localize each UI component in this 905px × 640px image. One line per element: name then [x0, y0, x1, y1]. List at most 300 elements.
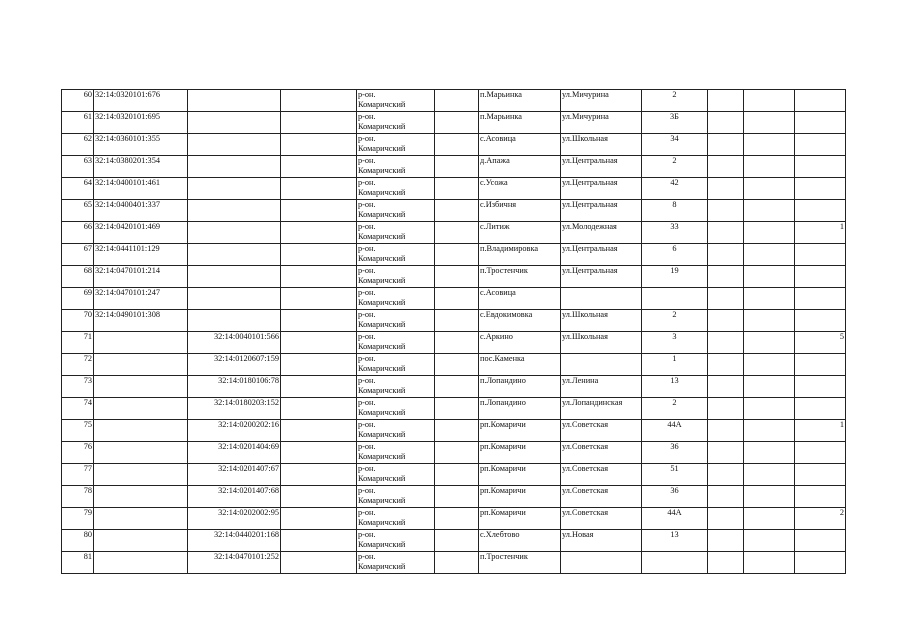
district-cell — [357, 310, 435, 332]
row-number-cell: 65 — [62, 200, 94, 222]
cadastral-number-cell: 32:14:0360101:355 — [94, 134, 188, 156]
row-number-cell: 72 — [62, 354, 94, 376]
district-line: р-он. — [358, 200, 376, 209]
empty-cell — [281, 332, 357, 354]
district-line: Комаричский — [358, 517, 406, 527]
empty-cell — [435, 112, 479, 134]
district-line: Комаричский — [358, 385, 406, 395]
last-column-cell — [795, 266, 846, 288]
empty-cell — [435, 266, 479, 288]
empty-cell — [708, 420, 744, 442]
row-number-cell: 63 — [62, 156, 94, 178]
cadastral-number-alt-cell: 32:14:0201407:67 — [188, 464, 281, 486]
empty-cell — [281, 354, 357, 376]
empty-cell — [708, 310, 744, 332]
last-column-cell: 2 — [795, 508, 846, 530]
district-line: р-он. — [358, 134, 376, 143]
house-number-cell: 19 — [642, 266, 708, 288]
cadastral-number-alt-cell: 32:14:0201407:68 — [188, 486, 281, 508]
table-body — [62, 90, 846, 574]
cadastral-number-alt-cell: 32:14:0201404:69 — [188, 442, 281, 464]
empty-cell — [708, 376, 744, 398]
row-number-cell: 66 — [62, 222, 94, 244]
empty-cell — [744, 486, 795, 508]
empty-cell — [281, 508, 357, 530]
last-column-cell: 1 — [795, 420, 846, 442]
row-number-cell: 67 — [62, 244, 94, 266]
street-cell: ул.Советская — [561, 508, 642, 530]
district-line: р-он. — [358, 486, 376, 495]
house-number-cell: 3Б — [642, 112, 708, 134]
empty-cell — [744, 156, 795, 178]
house-number-cell: 2 — [642, 310, 708, 332]
table-row — [62, 310, 846, 332]
table-row — [62, 354, 846, 376]
empty-cell — [435, 134, 479, 156]
district-line: Комаричский — [358, 319, 406, 329]
street-cell: ул.Лопандинская — [561, 398, 642, 420]
empty-cell — [744, 530, 795, 552]
cadastral-number-cell — [94, 464, 188, 486]
district-line: Комаричский — [358, 539, 406, 549]
table-row — [62, 376, 846, 398]
district-line: р-он. — [358, 332, 376, 341]
locality-cell: п.Марьинка — [479, 90, 561, 112]
empty-cell — [281, 156, 357, 178]
house-number-cell: 51 — [642, 464, 708, 486]
cadastral-number-alt-cell — [188, 134, 281, 156]
locality-cell: п.Владимировка — [479, 244, 561, 266]
district-line: р-он. — [358, 90, 376, 99]
row-number-cell: 60 — [62, 90, 94, 112]
district-line: р-он. — [358, 376, 376, 385]
empty-cell — [744, 376, 795, 398]
empty-cell — [435, 464, 479, 486]
district-cell — [357, 486, 435, 508]
locality-cell: с.Хлебтово — [479, 530, 561, 552]
street-cell: ул.Центральная — [561, 244, 642, 266]
district-cell — [357, 420, 435, 442]
empty-cell — [281, 266, 357, 288]
row-number-cell: 77 — [62, 464, 94, 486]
empty-cell — [281, 90, 357, 112]
cadastral-number-alt-cell — [188, 178, 281, 200]
street-cell: ул.Советская — [561, 420, 642, 442]
house-number-cell: 44А — [642, 420, 708, 442]
empty-cell — [744, 508, 795, 530]
street-cell: ул.Советская — [561, 442, 642, 464]
district-line: Комаричский — [358, 407, 406, 417]
table-row — [62, 442, 846, 464]
empty-cell — [281, 222, 357, 244]
empty-cell — [708, 90, 744, 112]
street-cell: ул.Новая — [561, 530, 642, 552]
empty-cell — [744, 310, 795, 332]
empty-cell — [708, 464, 744, 486]
cadastral-number-alt-cell: 32:14:0040101:566 — [188, 332, 281, 354]
row-number-cell: 69 — [62, 288, 94, 310]
cadastral-number-alt-cell: 32:14:0202002:95 — [188, 508, 281, 530]
house-number-cell: 33 — [642, 222, 708, 244]
last-column-cell — [795, 354, 846, 376]
district-line: Комаричский — [358, 275, 406, 285]
district-line: Комаричский — [358, 363, 406, 373]
empty-cell — [281, 486, 357, 508]
district-cell — [357, 90, 435, 112]
empty-cell — [744, 442, 795, 464]
house-number-cell: 36 — [642, 442, 708, 464]
empty-cell — [281, 376, 357, 398]
empty-cell — [744, 398, 795, 420]
empty-cell — [744, 222, 795, 244]
empty-cell — [435, 508, 479, 530]
street-cell — [561, 354, 642, 376]
cadastral-number-cell: 32:14:0400401:337 — [94, 200, 188, 222]
street-cell — [561, 288, 642, 310]
house-number-cell: 2 — [642, 398, 708, 420]
empty-cell — [435, 90, 479, 112]
empty-cell — [708, 354, 744, 376]
locality-cell: с.Усожа — [479, 178, 561, 200]
empty-cell — [744, 266, 795, 288]
district-line: р-он. — [358, 244, 376, 253]
last-column-cell: 5 — [795, 332, 846, 354]
street-cell: ул.Школьная — [561, 310, 642, 332]
house-number-cell: 8 — [642, 200, 708, 222]
table-row — [62, 332, 846, 354]
empty-cell — [435, 442, 479, 464]
district-cell — [357, 134, 435, 156]
table-row — [62, 464, 846, 486]
empty-cell — [708, 552, 744, 574]
district-line: р-он. — [358, 552, 376, 561]
district-cell — [357, 244, 435, 266]
cadastral-number-cell: 32:14:0420101:469 — [94, 222, 188, 244]
district-line: Комаричский — [358, 209, 406, 219]
district-line: р-он. — [358, 354, 376, 363]
cadastral-number-alt-cell: 32:14:0120607:159 — [188, 354, 281, 376]
row-number-cell: 75 — [62, 420, 94, 442]
district-cell — [357, 156, 435, 178]
empty-cell — [435, 376, 479, 398]
cadastral-number-cell: 32:14:0470101:247 — [94, 288, 188, 310]
district-line: р-он. — [358, 464, 376, 473]
cadastral-number-alt-cell — [188, 288, 281, 310]
locality-cell: с.Аркино — [479, 332, 561, 354]
locality-cell: рп.Комаричи — [479, 442, 561, 464]
cadastral-number-cell — [94, 332, 188, 354]
last-column-cell — [795, 288, 846, 310]
district-line: Комаричский — [358, 495, 406, 505]
empty-cell — [281, 288, 357, 310]
cadastral-number-cell — [94, 486, 188, 508]
locality-cell: п.Тростенчик — [479, 552, 561, 574]
empty-cell — [708, 244, 744, 266]
cadastral-number-cell: 32:14:0380201:354 — [94, 156, 188, 178]
table-row — [62, 200, 846, 222]
house-number-cell: 1 — [642, 354, 708, 376]
house-number-cell: 2 — [642, 90, 708, 112]
last-column-cell — [795, 376, 846, 398]
empty-cell — [744, 112, 795, 134]
table-row — [62, 508, 846, 530]
cadastral-number-cell: 32:14:0320101:676 — [94, 90, 188, 112]
last-column-cell — [795, 486, 846, 508]
locality-cell: рп.Комаричи — [479, 420, 561, 442]
row-number-cell: 79 — [62, 508, 94, 530]
empty-cell — [744, 420, 795, 442]
district-line: Комаричский — [358, 473, 406, 483]
district-line: р-он. — [358, 156, 376, 165]
row-number-cell: 62 — [62, 134, 94, 156]
empty-cell — [281, 398, 357, 420]
street-cell: ул.Школьная — [561, 134, 642, 156]
empty-cell — [281, 310, 357, 332]
table-row — [62, 552, 846, 574]
district-cell — [357, 288, 435, 310]
property-register-table — [61, 89, 846, 574]
house-number-cell: 2 — [642, 156, 708, 178]
cadastral-number-alt-cell: 32:14:0180203:152 — [188, 398, 281, 420]
cadastral-number-cell — [94, 530, 188, 552]
empty-cell — [435, 552, 479, 574]
district-line: Комаричский — [358, 187, 406, 197]
empty-cell — [281, 178, 357, 200]
empty-cell — [281, 552, 357, 574]
district-cell — [357, 112, 435, 134]
table-row — [62, 178, 846, 200]
empty-cell — [435, 156, 479, 178]
cadastral-number-alt-cell — [188, 222, 281, 244]
empty-cell — [708, 266, 744, 288]
district-line: Комаричский — [358, 143, 406, 153]
cadastral-number-alt-cell — [188, 200, 281, 222]
locality-cell: рп.Комаричи — [479, 508, 561, 530]
district-cell — [357, 354, 435, 376]
locality-cell: с.Избичня — [479, 200, 561, 222]
district-line: Комаричский — [358, 561, 406, 571]
district-line: р-он. — [358, 420, 376, 429]
district-line: Комаричский — [358, 297, 406, 307]
district-cell — [357, 442, 435, 464]
district-cell — [357, 332, 435, 354]
row-number-cell: 78 — [62, 486, 94, 508]
district-line: Комаричский — [358, 253, 406, 263]
cadastral-number-cell — [94, 420, 188, 442]
table-row — [62, 398, 846, 420]
empty-cell — [281, 530, 357, 552]
empty-cell — [435, 244, 479, 266]
table-row — [62, 222, 846, 244]
district-line: Комаричский — [358, 165, 406, 175]
last-column-cell — [795, 156, 846, 178]
district-line: р-он. — [358, 112, 376, 121]
table-row — [62, 420, 846, 442]
district-line: Комаричский — [358, 451, 406, 461]
row-number-cell: 74 — [62, 398, 94, 420]
district-line: р-он. — [358, 266, 376, 275]
table-row — [62, 90, 846, 112]
empty-cell — [708, 442, 744, 464]
empty-cell — [744, 332, 795, 354]
district-line: р-он. — [358, 398, 376, 407]
street-cell: ул.Мичурина — [561, 90, 642, 112]
empty-cell — [744, 464, 795, 486]
empty-cell — [281, 464, 357, 486]
cadastral-number-alt-cell: 32:14:0440201:168 — [188, 530, 281, 552]
house-number-cell: 36 — [642, 486, 708, 508]
table-row — [62, 266, 846, 288]
last-column-cell — [795, 178, 846, 200]
district-cell — [357, 200, 435, 222]
house-number-cell: 42 — [642, 178, 708, 200]
row-number-cell: 70 — [62, 310, 94, 332]
house-number-cell: 3 — [642, 332, 708, 354]
empty-cell — [435, 420, 479, 442]
empty-cell — [708, 134, 744, 156]
cadastral-number-cell — [94, 508, 188, 530]
district-line: р-он. — [358, 288, 376, 297]
cadastral-number-alt-cell — [188, 90, 281, 112]
cadastral-number-cell — [94, 354, 188, 376]
street-cell — [561, 552, 642, 574]
last-column-cell — [795, 398, 846, 420]
last-column-cell — [795, 200, 846, 222]
cadastral-number-cell: 32:14:0441101:129 — [94, 244, 188, 266]
locality-cell: п.Тростенчик — [479, 266, 561, 288]
last-column-cell — [795, 442, 846, 464]
street-cell: ул.Центральная — [561, 266, 642, 288]
table-row — [62, 530, 846, 552]
cadastral-number-cell — [94, 376, 188, 398]
empty-cell — [744, 200, 795, 222]
locality-cell: п.Лопандино — [479, 398, 561, 420]
empty-cell — [708, 288, 744, 310]
district-line: р-он. — [358, 222, 376, 231]
district-cell — [357, 464, 435, 486]
row-number-cell: 81 — [62, 552, 94, 574]
cadastral-number-alt-cell — [188, 156, 281, 178]
house-number-cell: 6 — [642, 244, 708, 266]
cadastral-number-alt-cell — [188, 112, 281, 134]
empty-cell — [281, 442, 357, 464]
empty-cell — [744, 552, 795, 574]
cadastral-number-alt-cell — [188, 244, 281, 266]
street-cell: ул.Школьная — [561, 332, 642, 354]
locality-cell: с.Евдокимовка — [479, 310, 561, 332]
empty-cell — [744, 288, 795, 310]
cadastral-number-alt-cell: 32:14:0470101:252 — [188, 552, 281, 574]
row-number-cell: 80 — [62, 530, 94, 552]
empty-cell — [708, 332, 744, 354]
locality-cell: с.Асовица — [479, 134, 561, 156]
district-cell — [357, 530, 435, 552]
district-line: р-он. — [358, 310, 376, 319]
row-number-cell: 61 — [62, 112, 94, 134]
street-cell: ул.Советская — [561, 464, 642, 486]
empty-cell — [435, 200, 479, 222]
table-row — [62, 486, 846, 508]
last-column-cell — [795, 112, 846, 134]
district-line: Комаричский — [358, 121, 406, 131]
house-number-cell: 13 — [642, 376, 708, 398]
cadastral-number-cell — [94, 398, 188, 420]
district-line: р-он. — [358, 530, 376, 539]
house-number-cell — [642, 288, 708, 310]
district-line: Комаричский — [358, 341, 406, 351]
locality-cell: п.Марьинка — [479, 112, 561, 134]
locality-cell: пос.Каменка — [479, 354, 561, 376]
table-row — [62, 134, 846, 156]
street-cell: ул.Центральная — [561, 178, 642, 200]
cadastral-number-cell — [94, 552, 188, 574]
cadastral-number-cell: 32:14:0470101:214 — [94, 266, 188, 288]
locality-cell: рп.Комаричи — [479, 464, 561, 486]
empty-cell — [708, 398, 744, 420]
row-number-cell: 64 — [62, 178, 94, 200]
empty-cell — [435, 398, 479, 420]
empty-cell — [708, 112, 744, 134]
street-cell: ул.Ленина — [561, 376, 642, 398]
empty-cell — [435, 222, 479, 244]
table-row — [62, 112, 846, 134]
last-column-cell — [795, 90, 846, 112]
last-column-cell — [795, 530, 846, 552]
empty-cell — [435, 486, 479, 508]
empty-cell — [281, 134, 357, 156]
street-cell: ул.Мичурина — [561, 112, 642, 134]
district-cell — [357, 222, 435, 244]
row-number-cell: 71 — [62, 332, 94, 354]
empty-cell — [708, 508, 744, 530]
house-number-cell: 44А — [642, 508, 708, 530]
house-number-cell — [642, 552, 708, 574]
last-column-cell — [795, 464, 846, 486]
empty-cell — [435, 178, 479, 200]
empty-cell — [708, 222, 744, 244]
empty-cell — [435, 354, 479, 376]
locality-cell: д.Апажа — [479, 156, 561, 178]
house-number-cell: 13 — [642, 530, 708, 552]
table-row — [62, 288, 846, 310]
empty-cell — [708, 200, 744, 222]
empty-cell — [281, 420, 357, 442]
cadastral-number-cell: 32:14:0400101:461 — [94, 178, 188, 200]
table-row — [62, 156, 846, 178]
empty-cell — [281, 244, 357, 266]
empty-cell — [708, 156, 744, 178]
empty-cell — [744, 90, 795, 112]
district-line: Комаричский — [358, 99, 406, 109]
empty-cell — [744, 134, 795, 156]
empty-cell — [435, 332, 479, 354]
district-cell — [357, 178, 435, 200]
empty-cell — [281, 200, 357, 222]
cadastral-number-alt-cell — [188, 310, 281, 332]
district-line: Комаричский — [358, 231, 406, 241]
district-cell — [357, 552, 435, 574]
street-cell: ул.Центральная — [561, 156, 642, 178]
last-column-cell — [795, 310, 846, 332]
last-column-cell — [795, 134, 846, 156]
district-line: р-он. — [358, 508, 376, 517]
row-number-cell: 73 — [62, 376, 94, 398]
locality-cell: с.Литиж — [479, 222, 561, 244]
district-cell — [357, 508, 435, 530]
locality-cell: п.Лопандино — [479, 376, 561, 398]
cadastral-number-alt-cell — [188, 266, 281, 288]
last-column-cell: 1 — [795, 222, 846, 244]
